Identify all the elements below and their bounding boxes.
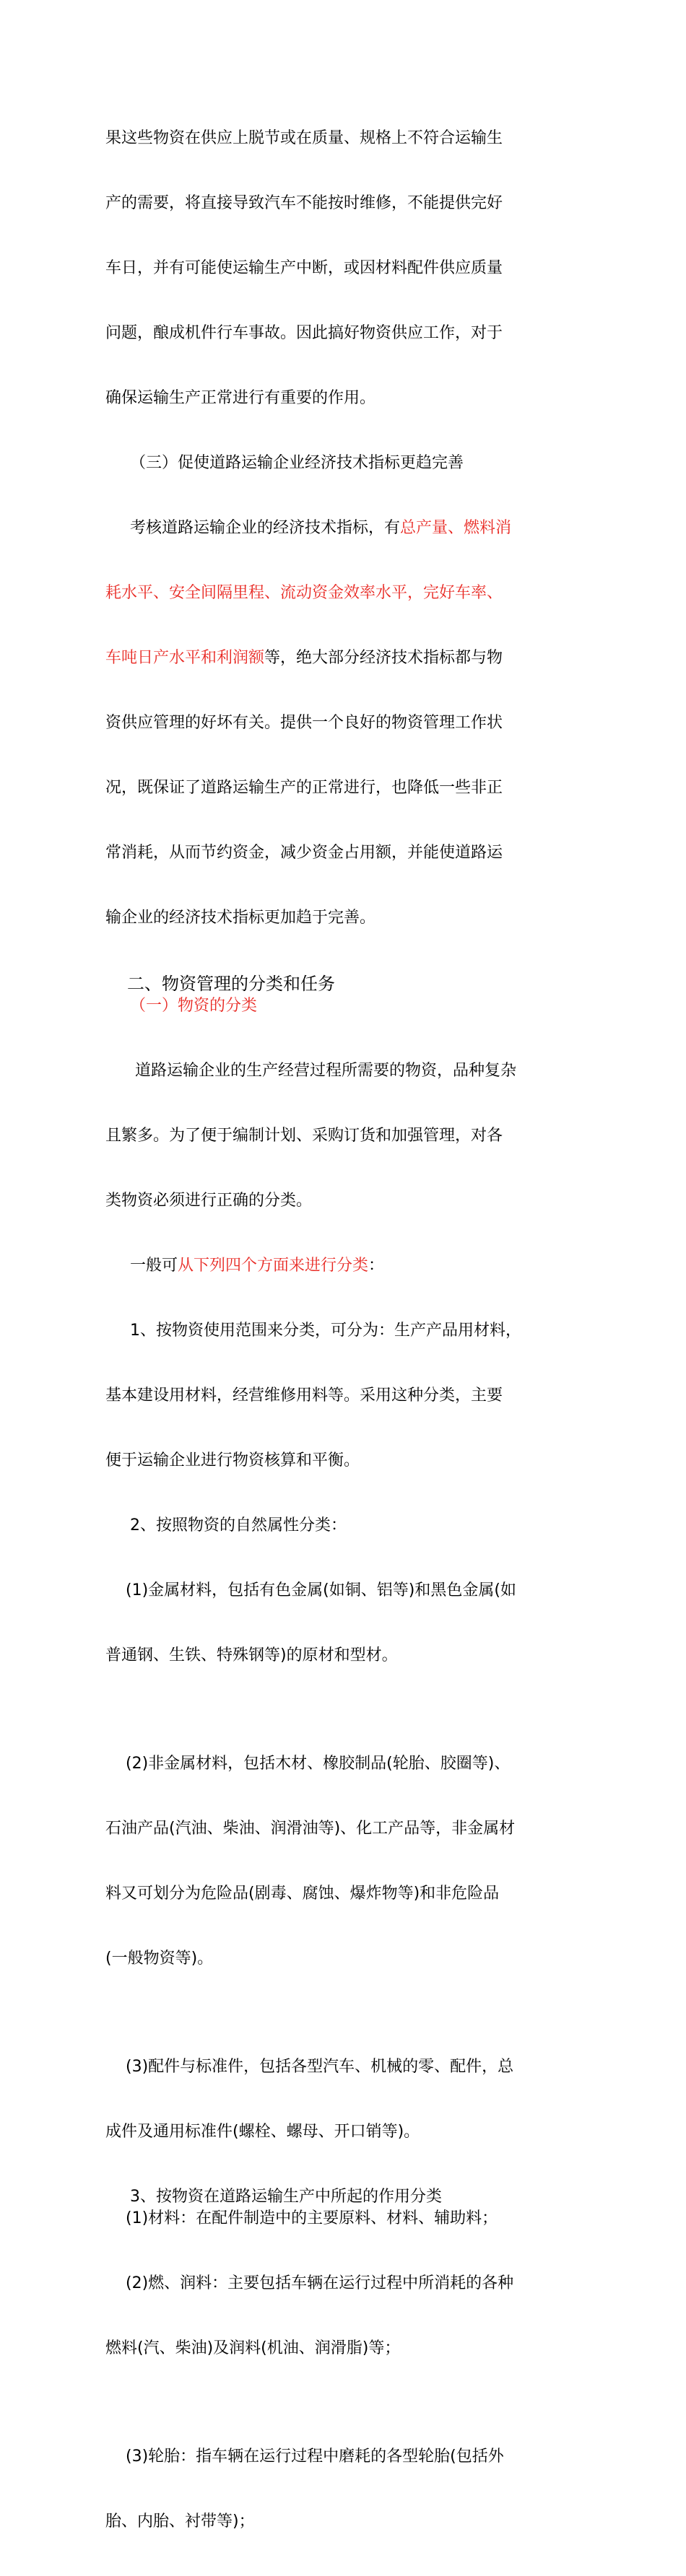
paragraph-metal — [105, 1537, 596, 1710]
paragraph-supply-importance — [105, 84, 596, 453]
text-line: 类物资必须进行正确的分类。 — [105, 1192, 313, 1210]
indicators-highlight-3: 车吨日产水平和利润额 — [105, 649, 265, 667]
text-line: 产的需要，将直接导致汽车不能按时维修，不能提供完好 — [105, 194, 503, 212]
four-aspects-prefix: 一般可 — [130, 1257, 178, 1275]
paragraph-fuel — [105, 2230, 596, 2403]
paragraph-parts — [105, 2013, 596, 2186]
indicators-prefix: 考核道路运输企业的经济技术指标，有 — [130, 519, 401, 537]
text-line: 料又可划分为危险品(剧毒、腐蚀、爆炸物等)和非危险品 — [105, 1885, 500, 1903]
text-line: 石油产品(汽油、柴油、润滑油等)、化工产品等，非金属材 — [105, 1820, 516, 1838]
four-aspects-suffix: ： — [368, 1257, 385, 1275]
text-line: 1、按物资使用范围来分类，可分为：生产产品用材料， — [130, 1322, 521, 1340]
section-heading-1: （一）物资的分类 — [130, 997, 258, 1015]
document-body — [105, 84, 596, 2576]
text-line: 输企业的经济技术指标更加趋于完善。 — [105, 909, 376, 927]
indicators-after: 等，绝大部分经济技术指标都与物 — [264, 649, 503, 667]
paragraph-by-nature: 2、按照物资的自然属性分类： — [130, 1516, 347, 1534]
text-line: (3)配件与标准件，包括各型汽车、机械的零、配件，总 — [126, 2058, 514, 2076]
paragraph-tires — [105, 2403, 596, 2576]
paragraph-materials-intro — [105, 1017, 596, 1255]
text-line: 问题，酿成机件行车事故。因此搞好物资供应工作，对于 — [105, 324, 503, 342]
text-line: 便于运输企业进行物资核算和平衡。 — [105, 1451, 360, 1470]
paragraph-by-usage — [105, 1277, 596, 1515]
text-line: 确保运输生产正常进行有重要的作用。 — [105, 389, 376, 407]
text-line: (2)非金属材料，包括木材、橡胶制品(轮胎、胶圈等)、 — [126, 1755, 511, 1773]
text-line: 且繁多。为了便于编制计划、采购订货和加强管理，对各 — [105, 1127, 503, 1145]
text-line: 况，既保证了道路运输生产的正常进行，也降低一些非正 — [105, 779, 503, 797]
paragraph-materials: (1)材料：在配件制造中的主要原料、材料、辅助料； — [126, 2209, 498, 2227]
text-line — [105, 647, 596, 669]
section-heading-2: 二、物资管理的分类和任务 — [127, 974, 335, 994]
paragraph-four-aspects — [105, 1255, 596, 1277]
text-line: 常消耗，从而节约资金，减少资金占用额，并能使道路运 — [105, 844, 503, 862]
four-aspects-highlight: 从下列四个方面来进行分类 — [178, 1257, 369, 1275]
text-line: 基本建设用材料，经营维修用料等。采用这种分类，主要 — [105, 1387, 503, 1405]
indicators-highlight-2: 耗水平、安全间隔里程、流动资金效率水平，完好车率、 — [105, 584, 503, 602]
paragraph-nonmetal — [105, 1710, 596, 2013]
text-line: (2)燃、润料：主要包括车辆在运行过程中所消耗的各种 — [126, 2274, 514, 2292]
paragraph-by-role: 3、按物资在道路运输生产中所起的作用分类 — [130, 2188, 442, 2206]
indicators-highlight-1: 总产量、燃料消 — [400, 519, 512, 537]
text-line: 成件及通用标准件(螺栓、螺母、开口销等)。 — [105, 2123, 420, 2141]
text-line: 道路运输企业的生产经营过程所需要的物资，品种复杂 — [130, 1062, 517, 1080]
section-heading-3: （三）促使道路运输企业经济技术指标更趋完善 — [130, 454, 464, 472]
text-line: (1)金属材料，包括有色金属(如铜、铝等)和黑色金属(如 — [126, 1581, 516, 1599]
text-line: (一般物资等)。 — [105, 1950, 214, 1968]
text-line: 燃料(汽、柴油)及润料(机油、润滑脂)等； — [105, 2339, 401, 2357]
text-line: 果这些物资在供应上脱节或在质量、规格上不符合运输生 — [105, 129, 503, 147]
text-line: 资供应管理的好坏有关。提供一个良好的物资管理工作状 — [105, 714, 503, 732]
text-line — [105, 518, 596, 539]
text-line: 车日，并有可能使运输生产中断，或因材料配件供应质量 — [105, 259, 503, 277]
text-line: 胎、内胎、衬带等)； — [105, 2512, 255, 2531]
text-line: (3)轮胎：指车辆在运行过程中磨耗的各型轮胎(包括外 — [126, 2448, 504, 2466]
text-line: 普通钢、生铁、特殊钢等)的原材和型材。 — [105, 1646, 398, 1664]
paragraph-indicators — [105, 474, 596, 972]
